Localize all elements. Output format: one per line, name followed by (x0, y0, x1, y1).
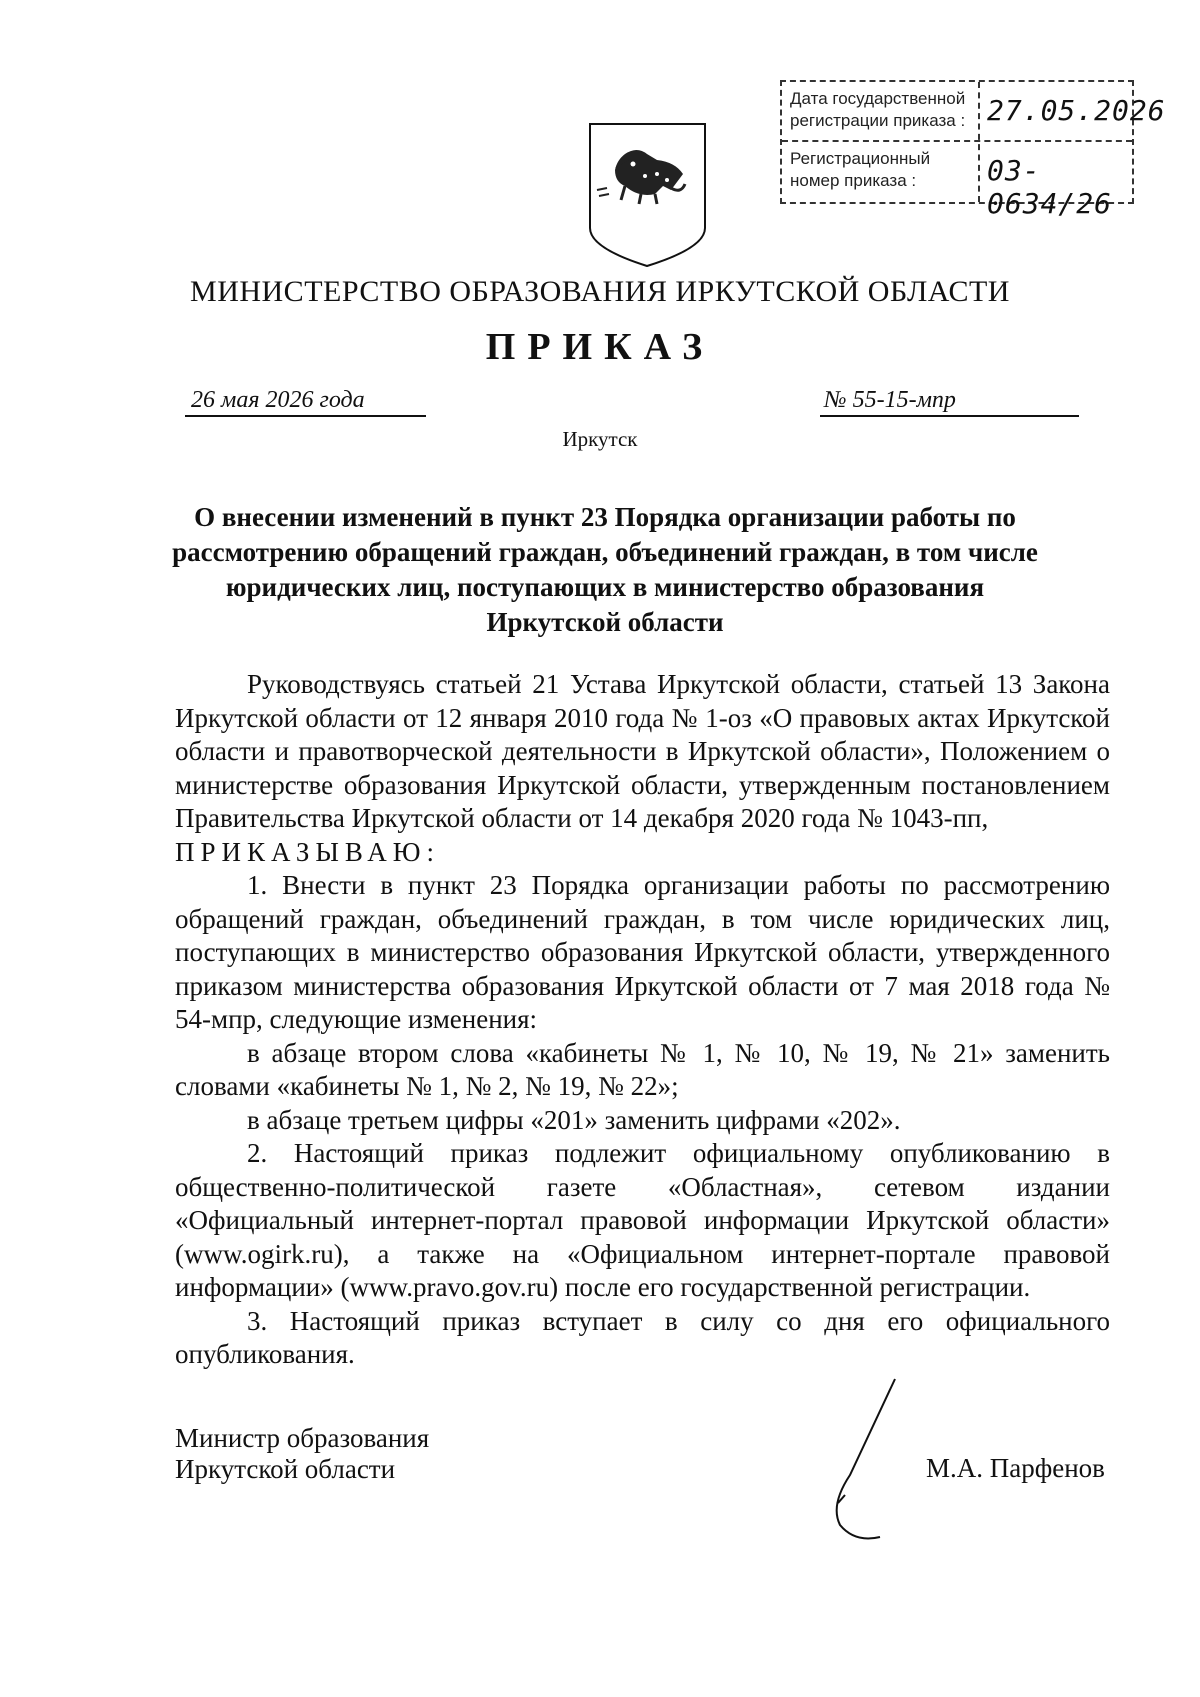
registration-number-row (782, 142, 1132, 220)
handwritten-number: № 55-15-мпр (820, 385, 1079, 417)
document-body (175, 668, 1110, 1372)
handwritten-signature (810, 1375, 930, 1545)
document-type: ПРИКАЗ (485, 326, 715, 368)
registration-number-label: Регистрационный номер приказа : (790, 149, 931, 190)
signer-name: М.А. Парфенов (926, 1453, 1105, 1483)
ministry-name: МИНИСТЕРСТВО ОБРАЗОВАНИЯ ИРКУТСКОЙ ОБЛАСТИ (190, 275, 1010, 308)
coat-of-arms-emblem (585, 120, 710, 270)
item-1-paragraph: 1. Внести в пункт 23 Порядка организации работы по рассмотрению обращений граждан, объединений граждан, в том числе юридических лиц, поступающих в министерство образования Иркутской области, утвержденного приказом министерства образования Иркутской области от 7 мая 2018 года № 54-мпр, следующие изменения: (175, 870, 1110, 1034)
signer-position-line-1: Министр образования (175, 1423, 430, 1453)
city: Иркутск (562, 427, 638, 451)
registration-date-value: 27.05.2026 (987, 94, 1166, 127)
stamp-divider (978, 82, 980, 202)
handwritten-date: 26 мая 2026 года (185, 385, 426, 417)
item-3-paragraph: 3. Настоящий приказ вступает в силу со дня его официального опубликования. (175, 1305, 1110, 1369)
registration-stamp (780, 80, 1166, 220)
registration-date-row (782, 82, 1166, 142)
signer-position (175, 1423, 429, 1485)
registration-date-label: Дата государственной регистрации приказа : (790, 89, 966, 130)
item-1-subparagraph-a: в абзаце втором слова «кабинеты № 1, № 10, № 19, № 21» заменить словами «кабинеты № 1, № 2, № 19, № 22»; (175, 1037, 1110, 1101)
item-1-subparagraph-b: в абзаце третьем цифры «201» заменить цифрами «202». (247, 1104, 901, 1135)
registration-number-value: 03-0634/26 (987, 154, 1113, 220)
item-2-paragraph: 2. Настоящий приказ подлежит официальному опубликованию в общественно-политической газете «Областная», сетевом издании «Официальный интернет-портал правовой информации Иркутской области» (www.ogirk.ru), а также на «Официальном интернет-портале правовой информации» (www.pravo.gov.ru) после его государственной регистрации. (175, 1138, 1110, 1302)
order-word: ПРИКАЗЫВАЮ: (175, 836, 440, 867)
document-title: О внесении изменений в пункт 23 Порядка организации работы по рассмотрению обращений граждан, объединений граждан, в том числе юридических лиц, поступающих в министерство образования Иркутской области (172, 502, 1038, 637)
preamble-paragraph: Руководствуясь статьей 21 Устава Иркутской области, статьей 13 Закона Иркутской области от 12 января 2010 года № 1-оз «О правовых актах Иркутской области и правотворческой деятельности в Иркутской области», Положением о министерстве образования Иркутской области, утвержденным постановлением Правительства Иркутской области от 14 декабря 2020 года № 1043-пп, (175, 669, 1110, 833)
signer-position-line-2: Иркутской области (175, 1454, 396, 1484)
